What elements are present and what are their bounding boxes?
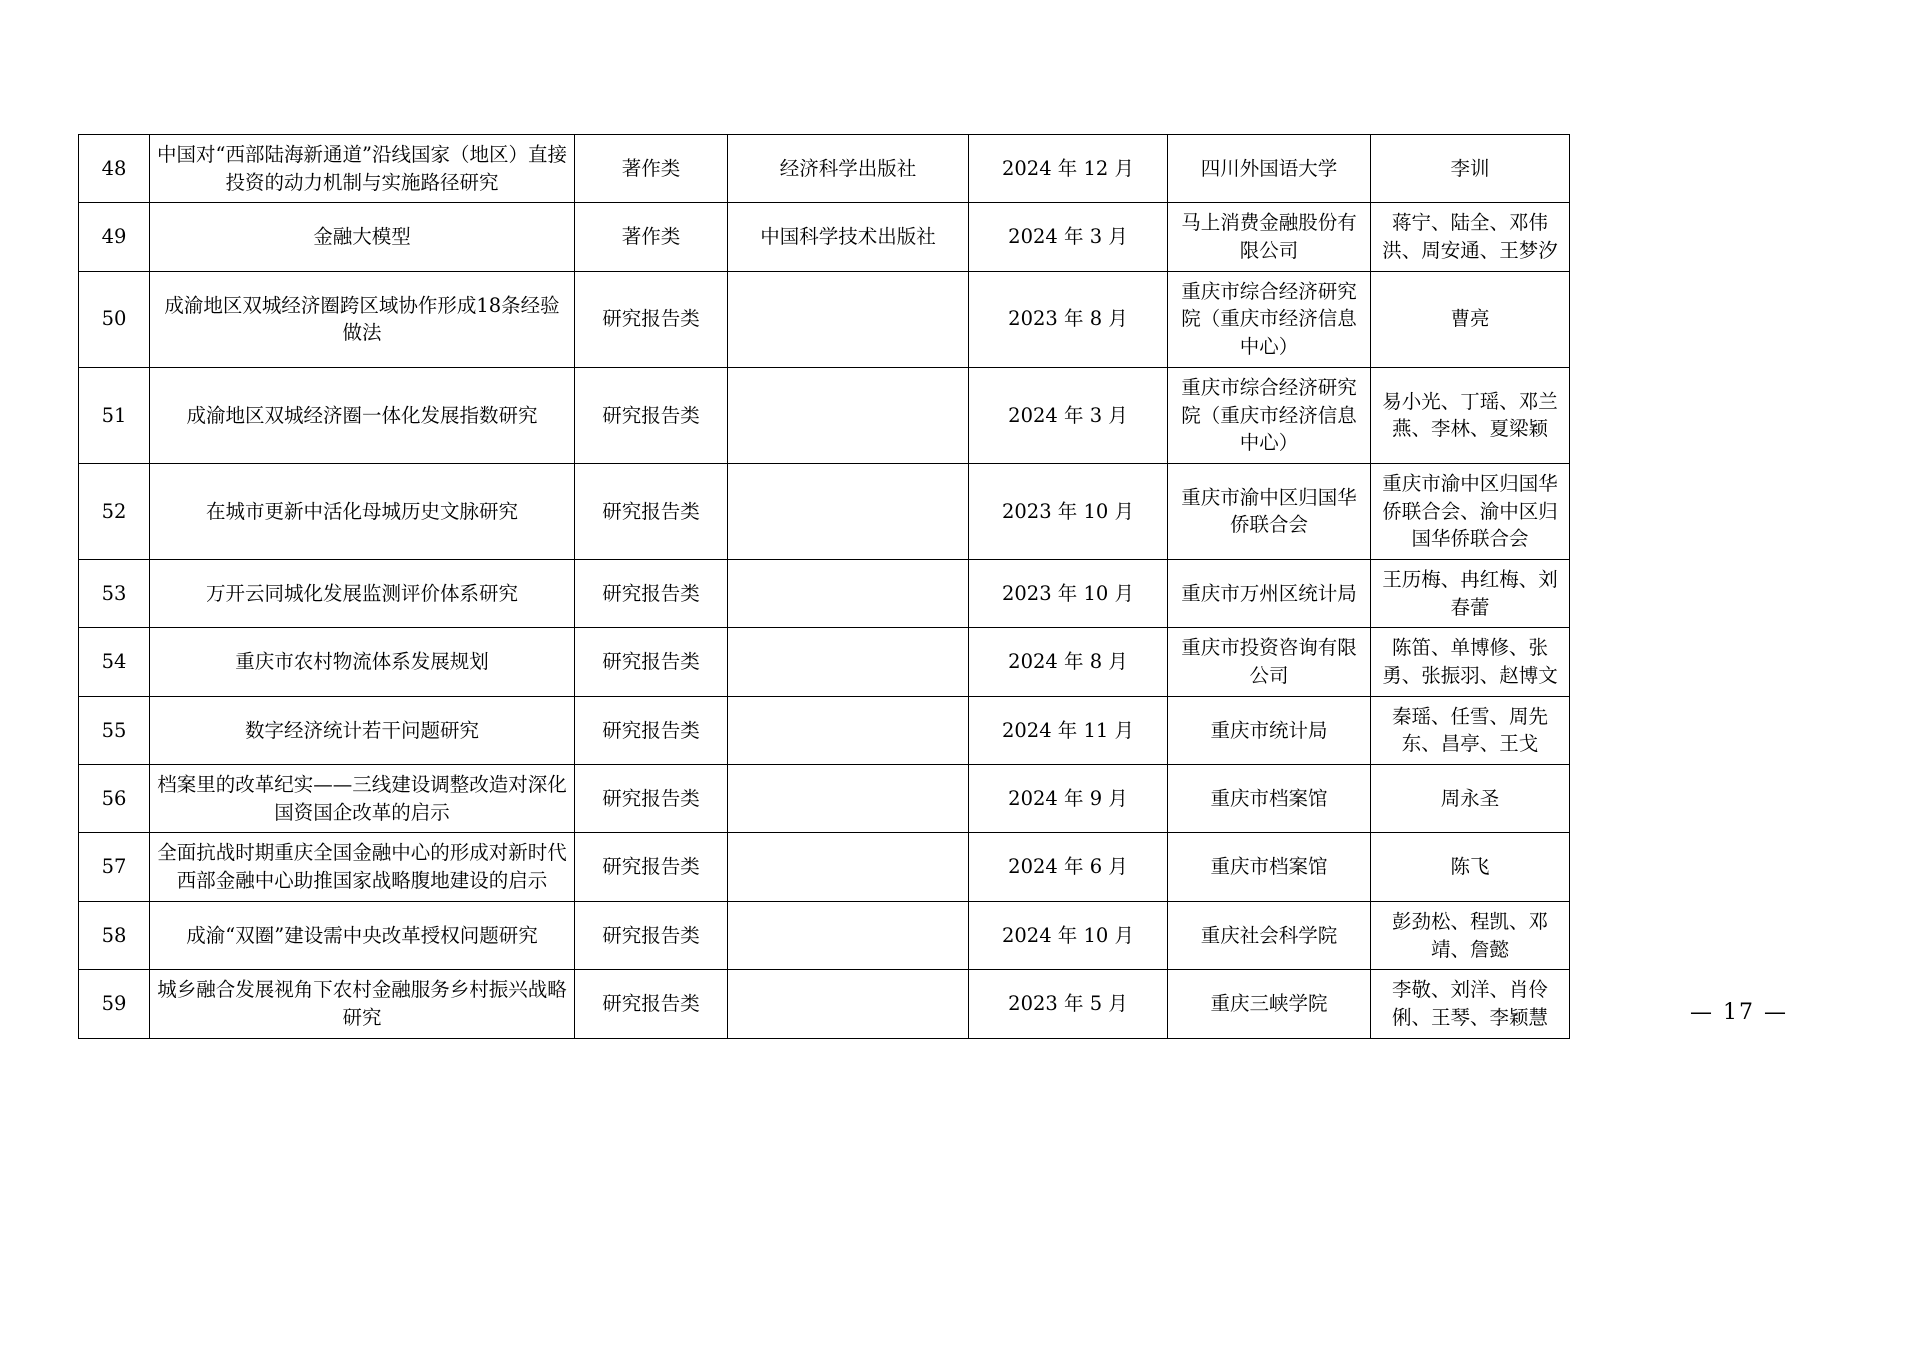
row-type: 研究报告类 bbox=[575, 765, 728, 833]
row-org: 重庆市万州区统计局 bbox=[1168, 559, 1371, 627]
table-row bbox=[79, 271, 1570, 367]
row-title: 万开云同城化发展监测评价体系研究 bbox=[150, 559, 575, 627]
row-press bbox=[728, 696, 969, 764]
row-press bbox=[728, 559, 969, 627]
row-index: 48 bbox=[79, 135, 150, 203]
row-author: 王历梅、冉红梅、刘春蕾 bbox=[1371, 559, 1570, 627]
row-type: 研究报告类 bbox=[575, 833, 728, 901]
row-title: 金融大模型 bbox=[150, 203, 575, 271]
row-title: 在城市更新中活化母城历史文脉研究 bbox=[150, 463, 575, 559]
row-date: 2024 年 10 月 bbox=[969, 901, 1168, 969]
row-author: 李训 bbox=[1371, 135, 1570, 203]
row-index: 50 bbox=[79, 271, 150, 367]
row-org: 重庆市档案馆 bbox=[1168, 833, 1371, 901]
row-type: 著作类 bbox=[575, 135, 728, 203]
row-press: 经济科学出版社 bbox=[728, 135, 969, 203]
row-date: 2023 年 8 月 bbox=[969, 271, 1168, 367]
row-date: 2024 年 8 月 bbox=[969, 628, 1168, 696]
row-index: 59 bbox=[79, 970, 150, 1038]
table-body bbox=[79, 135, 1570, 1039]
row-type: 研究报告类 bbox=[575, 463, 728, 559]
table-row bbox=[79, 463, 1570, 559]
row-org: 马上消费金融股份有限公司 bbox=[1168, 203, 1371, 271]
row-type: 研究报告类 bbox=[575, 271, 728, 367]
row-author: 秦瑶、任雪、周先东、昌亭、王戈 bbox=[1371, 696, 1570, 764]
row-title: 成渝地区双城经济圈跨区域协作形成18条经验做法 bbox=[150, 271, 575, 367]
row-org: 重庆三峡学院 bbox=[1168, 970, 1371, 1038]
row-index: 57 bbox=[79, 833, 150, 901]
row-press bbox=[728, 367, 969, 463]
row-press bbox=[728, 628, 969, 696]
row-title: 中国对“西部陆海新通道”沿线国家（地区）直接投资的动力机制与实施路径研究 bbox=[150, 135, 575, 203]
row-press bbox=[728, 970, 969, 1038]
row-title: 全面抗战时期重庆全国金融中心的形成对新时代西部金融中心助推国家战略腹地建设的启示 bbox=[150, 833, 575, 901]
row-type: 研究报告类 bbox=[575, 970, 728, 1038]
row-date: 2024 年 3 月 bbox=[969, 203, 1168, 271]
row-org: 重庆市档案馆 bbox=[1168, 765, 1371, 833]
row-org: 四川外国语大学 bbox=[1168, 135, 1371, 203]
row-index: 53 bbox=[79, 559, 150, 627]
table-row bbox=[79, 970, 1570, 1038]
row-date: 2024 年 12 月 bbox=[969, 135, 1168, 203]
row-press bbox=[728, 765, 969, 833]
row-press bbox=[728, 271, 969, 367]
row-author: 曹亮 bbox=[1371, 271, 1570, 367]
row-date: 2024 年 6 月 bbox=[969, 833, 1168, 901]
row-author: 易小光、丁瑶、邓兰燕、李林、夏梁颖 bbox=[1371, 367, 1570, 463]
row-org: 重庆社会科学院 bbox=[1168, 901, 1371, 969]
table-row bbox=[79, 833, 1570, 901]
row-author: 李敬、刘洋、肖伶俐、王琴、李颖慧 bbox=[1371, 970, 1570, 1038]
table-row bbox=[79, 203, 1570, 271]
row-press bbox=[728, 833, 969, 901]
table-row bbox=[79, 901, 1570, 969]
row-type: 著作类 bbox=[575, 203, 728, 271]
row-author: 重庆市渝中区归国华侨联合会、渝中区归国华侨联合会 bbox=[1371, 463, 1570, 559]
row-org: 重庆市综合经济研究院（重庆市经济信息中心） bbox=[1168, 271, 1371, 367]
row-author: 蒋宁、陆全、邓伟洪、周安通、王梦汐 bbox=[1371, 203, 1570, 271]
row-author: 陈飞 bbox=[1371, 833, 1570, 901]
row-index: 54 bbox=[79, 628, 150, 696]
row-org: 重庆市投资咨询有限公司 bbox=[1168, 628, 1371, 696]
table-row bbox=[79, 765, 1570, 833]
row-date: 2024 年 11 月 bbox=[969, 696, 1168, 764]
table-row bbox=[79, 628, 1570, 696]
row-index: 55 bbox=[79, 696, 150, 764]
row-title: 重庆市农村物流体系发展规划 bbox=[150, 628, 575, 696]
row-date: 2023 年 5 月 bbox=[969, 970, 1168, 1038]
row-org: 重庆市渝中区归国华侨联合会 bbox=[1168, 463, 1371, 559]
page-number: — 17 — bbox=[1690, 1000, 1788, 1025]
row-type: 研究报告类 bbox=[575, 696, 728, 764]
row-author: 陈笛、单博修、张勇、张振羽、赵博文 bbox=[1371, 628, 1570, 696]
row-date: 2023 年 10 月 bbox=[969, 559, 1168, 627]
row-type: 研究报告类 bbox=[575, 901, 728, 969]
achievements-table bbox=[78, 134, 1570, 1039]
row-title: 数字经济统计若干问题研究 bbox=[150, 696, 575, 764]
row-press: 中国科学技术出版社 bbox=[728, 203, 969, 271]
row-title: 成渝地区双城经济圈一体化发展指数研究 bbox=[150, 367, 575, 463]
row-index: 51 bbox=[79, 367, 150, 463]
row-author: 周永圣 bbox=[1371, 765, 1570, 833]
row-type: 研究报告类 bbox=[575, 367, 728, 463]
row-type: 研究报告类 bbox=[575, 628, 728, 696]
row-index: 52 bbox=[79, 463, 150, 559]
table-row bbox=[79, 135, 1570, 203]
row-org: 重庆市综合经济研究院（重庆市经济信息中心） bbox=[1168, 367, 1371, 463]
table-row bbox=[79, 367, 1570, 463]
row-date: 2024 年 9 月 bbox=[969, 765, 1168, 833]
row-press bbox=[728, 901, 969, 969]
table-row bbox=[79, 696, 1570, 764]
row-index: 58 bbox=[79, 901, 150, 969]
row-title: 城乡融合发展视角下农村金融服务乡村振兴战略研究 bbox=[150, 970, 575, 1038]
row-date: 2024 年 3 月 bbox=[969, 367, 1168, 463]
row-org: 重庆市统计局 bbox=[1168, 696, 1371, 764]
row-index: 49 bbox=[79, 203, 150, 271]
row-title: 档案里的改革纪实——三线建设调整改造对深化国资国企改革的启示 bbox=[150, 765, 575, 833]
row-index: 56 bbox=[79, 765, 150, 833]
row-press bbox=[728, 463, 969, 559]
row-author: 彭劲松、程凯、邓靖、詹懿 bbox=[1371, 901, 1570, 969]
row-date: 2023 年 10 月 bbox=[969, 463, 1168, 559]
table-row bbox=[79, 559, 1570, 627]
row-title: 成渝“双圈”建设需中央改革授权问题研究 bbox=[150, 901, 575, 969]
row-type: 研究报告类 bbox=[575, 559, 728, 627]
